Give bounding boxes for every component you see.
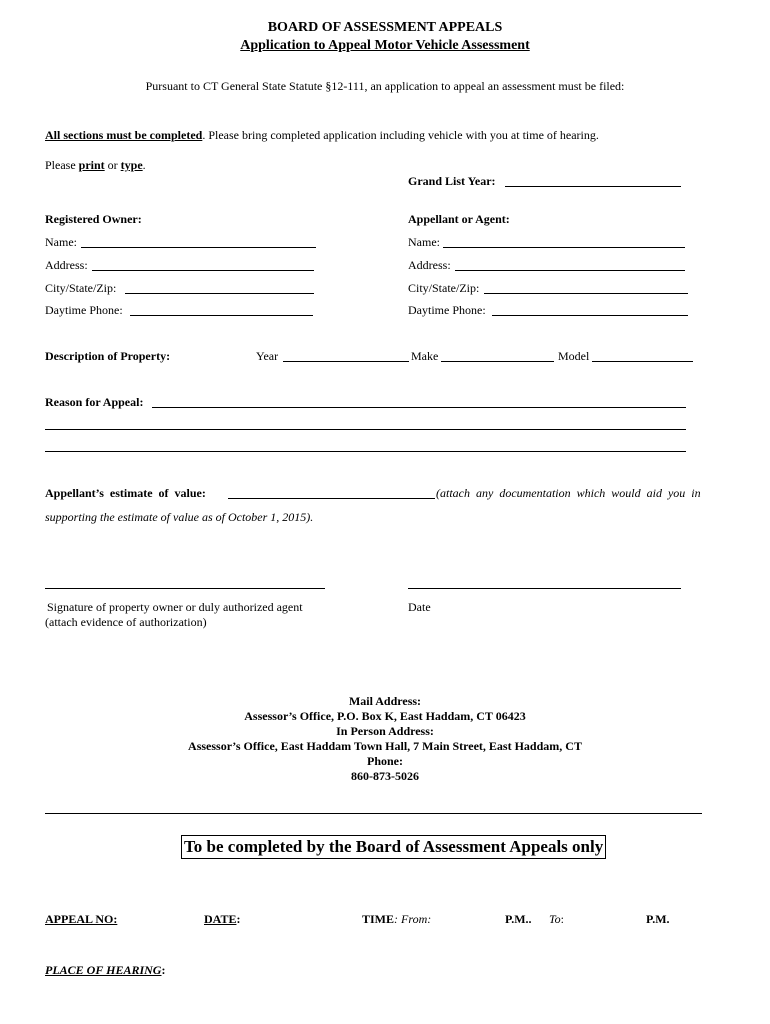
owner-phone-label: Daytime Phone: [45,303,123,317]
appellant-phone-label: Daytime Phone: [408,303,486,317]
signature-field[interactable] [45,588,325,589]
reason-label: Reason for Appeal: [45,395,144,409]
form-title: BOARD OF ASSESSMENT APPEALS [267,20,503,35]
appellant-address-field[interactable] [455,270,685,271]
pm-2: P.M. [646,912,670,926]
print-word: print [78,158,105,172]
appellant-city-label: City/State/Zip: [408,281,480,295]
owner-name-label: Name: [45,235,77,249]
bring-text: . Please bring completed application including vehicle with you at time of hearing. [202,128,599,142]
appeal-no-label: APPEAL NO: [45,912,118,926]
estimate-note: (attach any documentation which would aid you in [436,486,701,500]
statute-text: Pursuant to CT General State Statute §12-111, an application to appeal an assessment must be filed: [145,79,625,93]
owner-address-field[interactable] [92,270,314,271]
appellant-heading: Appellant or Agent: [408,212,510,226]
appellant-city-field[interactable] [484,293,688,294]
place-of-hearing-label: PLACE OF HEARING: [45,963,166,977]
board-date-label: DATE: [204,912,241,926]
mail-address: Assessor’s Office, P.O. Box K, East Haddam, CT 06423 [244,709,526,723]
owner-name-field[interactable] [81,247,316,248]
owner-city-label: City/State/Zip: [45,281,117,295]
mail-address-label: Mail Address: [348,694,422,708]
grand-list-year-field[interactable] [505,186,681,187]
reason-field-line-3[interactable] [45,451,686,452]
all-sections-text: All sections must be completed [45,128,203,142]
make-label: Make [411,349,439,363]
signature-label: Signature of property owner or duly authorized agent [47,600,303,614]
estimate-label: Appellant’s estimate of value: [45,486,206,500]
model-field[interactable] [592,361,693,362]
grand-list-year-label: Grand List Year: [408,174,496,188]
year-field[interactable] [283,361,409,362]
in-person-address: Assessor’s Office, East Haddam Town Hall, 7 Main Street, East Haddam, CT [188,739,582,753]
form-subtitle: Application to Appeal Motor Vehicle Assessment [240,38,530,53]
appellant-name-field[interactable] [443,247,685,248]
signature-note: (attach evidence of authorization) [45,615,207,629]
instructions-line [45,128,599,143]
in-person-label: In Person Address: [336,724,434,738]
date-label: Date [408,600,431,614]
print-type-line: Please print or type. [45,158,146,172]
appellant-address-label: Address: [408,258,451,272]
to-label: To: [549,912,564,926]
year-label: Year [256,349,279,363]
appellant-name-label: Name: [408,235,440,249]
estimate-note-2: supporting the estimate of value as of October 1, 2015). [45,510,314,524]
phone-label: Phone: [367,754,403,768]
owner-city-field[interactable] [125,293,314,294]
reason-field-line-1[interactable] [152,407,686,408]
owner-address-label: Address: [45,258,88,272]
reason-field-line-2[interactable] [45,429,686,430]
estimate-field[interactable] [228,498,435,499]
owner-phone-field[interactable] [130,315,313,316]
type-word: type [120,158,143,172]
board-only-box: To be completed by the Board of Assessment Appeals only [181,835,606,859]
date-field[interactable] [408,588,681,589]
divider [45,813,702,814]
registered-owner-heading: Registered Owner: [45,212,142,226]
phone-number: 860-873-5026 [351,769,419,783]
make-field[interactable] [441,361,554,362]
description-label: Description of Property: [45,349,171,363]
appellant-phone-field[interactable] [492,315,688,316]
pm-1: P.M.. [505,912,532,926]
board-time-label: TIME: From: [362,912,432,926]
model-label: Model [558,349,590,363]
